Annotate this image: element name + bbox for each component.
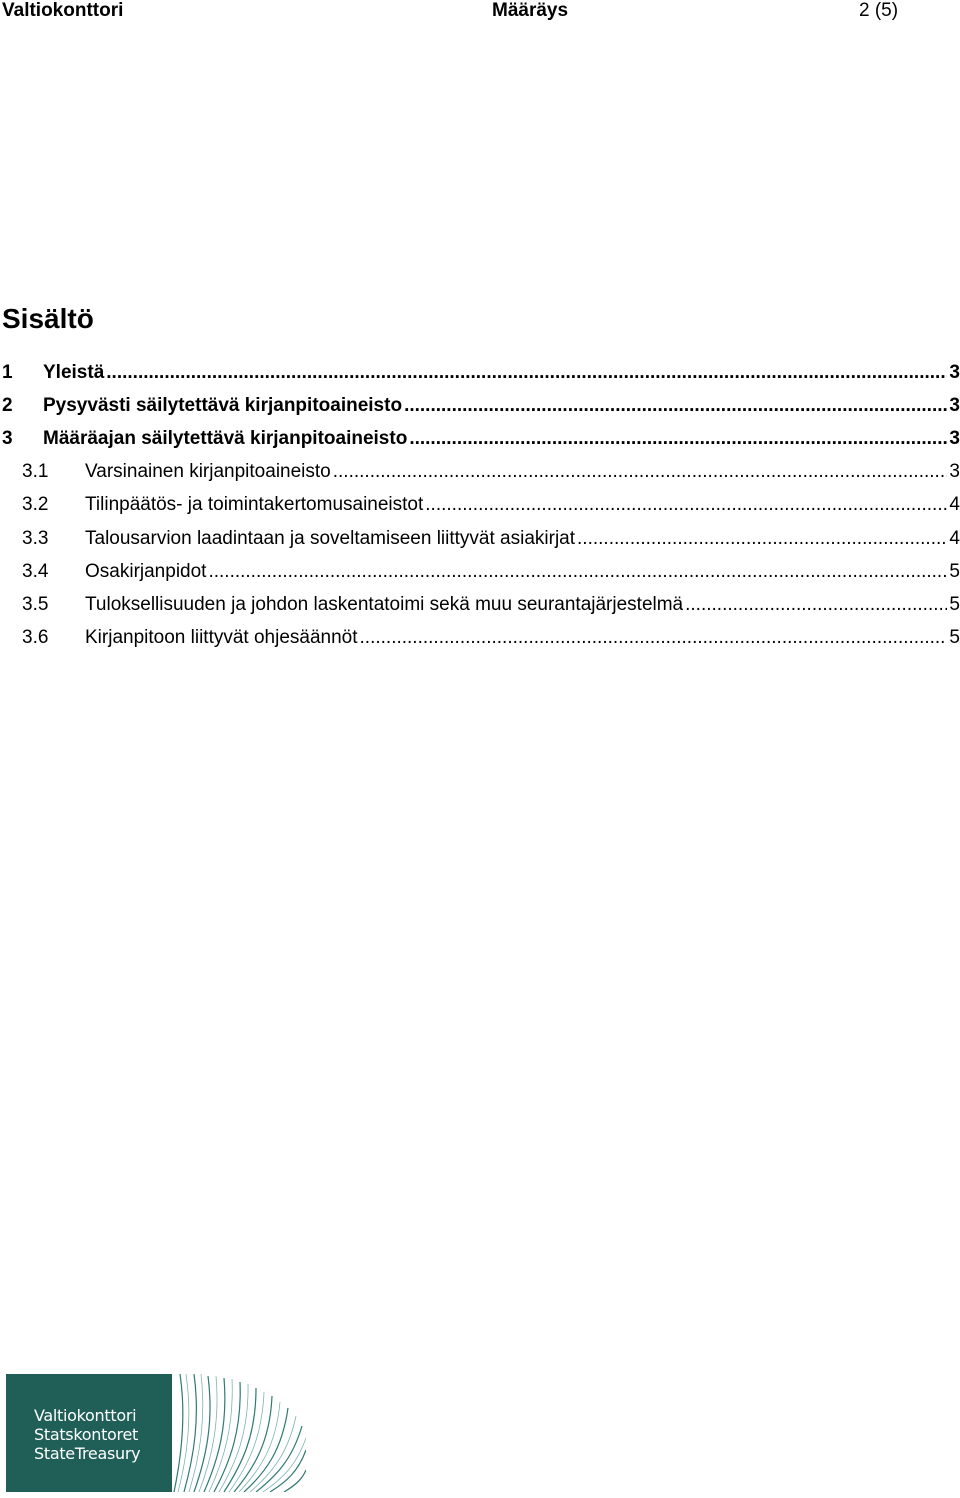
toc-entry-number: 1 bbox=[2, 361, 13, 383]
toc-dot-leader bbox=[577, 528, 947, 550]
toc-entry-body bbox=[85, 494, 960, 516]
toc-dot-leader bbox=[360, 627, 948, 649]
toc-dot-leader bbox=[404, 395, 947, 417]
toc-entry-text: Talousarvion laadintaan ja soveltamiseen liittyvät asiakirjat bbox=[85, 527, 576, 549]
toc-entry-body bbox=[85, 561, 960, 583]
toc-dot-leader bbox=[409, 428, 947, 450]
logo-line-1: Valtiokonttori bbox=[34, 1406, 137, 1425]
toc-entry-page: 5 bbox=[949, 560, 960, 582]
toc-dot-leader bbox=[106, 362, 947, 384]
toc-entry-number: 3.2 bbox=[22, 494, 49, 516]
toc-entry-body bbox=[85, 627, 960, 649]
toc-dot-leader bbox=[685, 594, 947, 616]
toc-entry-page: 3 bbox=[949, 361, 960, 383]
toc-entry-page: 3 bbox=[949, 461, 960, 483]
toc-entry-body bbox=[85, 461, 960, 483]
toc-title: Sisältö bbox=[2, 303, 94, 334]
toc-entry[interactable] bbox=[0, 522, 960, 555]
toc-dot-leader bbox=[425, 494, 947, 516]
toc-entry-text: Yleistä bbox=[43, 361, 105, 383]
toc-entry-text: Määräajan säilytettävä kirjanpitoaineisto bbox=[43, 427, 408, 449]
toc-entry-page: 5 bbox=[949, 593, 960, 615]
toc-entry[interactable] bbox=[0, 588, 960, 621]
logo-text bbox=[34, 1406, 140, 1463]
toc-entry-number: 3 bbox=[2, 427, 13, 449]
toc-entry-page: 5 bbox=[949, 627, 960, 649]
toc-entry-page: 4 bbox=[949, 527, 960, 549]
toc-entry-page: 4 bbox=[949, 494, 960, 516]
header-document-type: Määräys bbox=[492, 0, 569, 21]
toc-entry[interactable] bbox=[0, 356, 960, 389]
toc-entry-text: Varsinainen kirjanpitoaineisto bbox=[85, 461, 331, 483]
toc-dot-leader bbox=[333, 461, 948, 483]
toc-entry-page: 3 bbox=[949, 427, 960, 449]
logo-box bbox=[6, 1374, 172, 1492]
toc-entry[interactable] bbox=[0, 456, 960, 489]
header-page-number: 2 (5) bbox=[859, 0, 899, 21]
toc-entry-text: Tilinpäätös- ja toimintakertomusaineistot bbox=[85, 494, 424, 516]
toc-entry-body bbox=[85, 594, 960, 616]
toc-entry-number: 3.4 bbox=[22, 560, 49, 582]
toc-entry-text: Tuloksellisuuden ja johdon laskentatoimi sekä muu seurantajärjestelmä bbox=[85, 593, 684, 615]
toc-entry[interactable] bbox=[0, 422, 960, 455]
toc-dot-leader bbox=[208, 561, 947, 583]
toc-entry-number: 2 bbox=[2, 394, 13, 416]
logo-wave-graphic bbox=[172, 1374, 306, 1492]
header-organization: Valtiokonttori bbox=[2, 0, 124, 21]
toc-entry-text: Kirjanpitoon liittyvät ohjesäännöt bbox=[85, 627, 358, 649]
toc-entry-text: Osakirjanpidot bbox=[85, 560, 207, 582]
toc-entry-number: 3.1 bbox=[22, 461, 49, 483]
toc-entry[interactable] bbox=[0, 389, 960, 422]
logo-line-3: StateTreasury bbox=[34, 1444, 141, 1463]
toc-entry-body bbox=[43, 362, 960, 384]
toc-entry[interactable] bbox=[0, 622, 960, 655]
toc-entry-number: 3.5 bbox=[22, 593, 49, 615]
toc-entry-body bbox=[85, 528, 960, 550]
toc-entry-body bbox=[43, 395, 960, 417]
toc-entry[interactable] bbox=[0, 489, 960, 522]
toc-entry-page: 3 bbox=[949, 394, 960, 416]
page-header bbox=[0, 0, 960, 26]
toc-entry-number: 3.6 bbox=[22, 627, 49, 649]
valtiokonttori-logo bbox=[6, 1374, 306, 1492]
toc-entry[interactable] bbox=[0, 555, 960, 588]
table-of-contents bbox=[0, 356, 960, 655]
logo-line-2: Statskontoret bbox=[34, 1425, 138, 1444]
toc-entry-text: Pysyvästi säilytettävä kirjanpitoaineisto bbox=[43, 394, 403, 416]
toc-entry-body bbox=[43, 428, 960, 450]
toc-entry-number: 3.3 bbox=[22, 527, 49, 549]
